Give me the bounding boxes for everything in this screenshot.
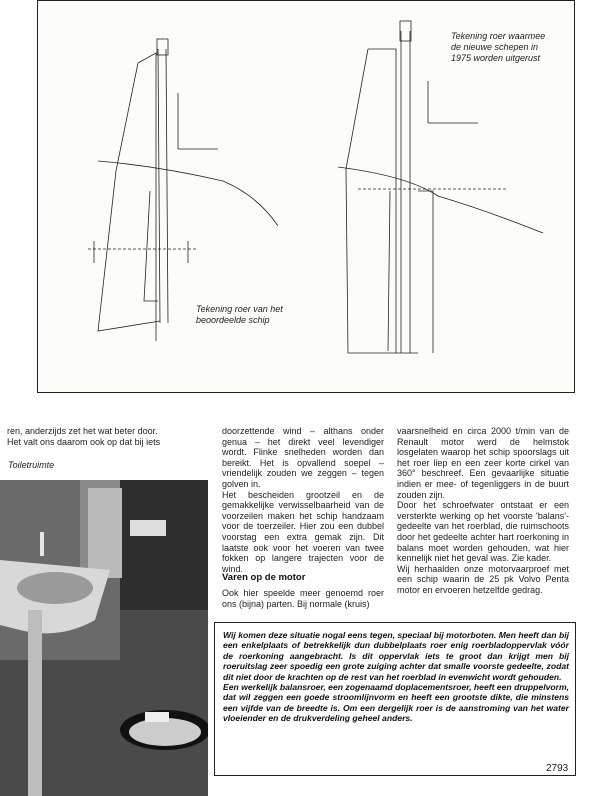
photo-label: Toiletruimte [8, 460, 55, 470]
motor-heading: Varen op de motor [222, 572, 306, 583]
toilet-photo-image [0, 480, 208, 796]
rudder-drawing [37, 0, 575, 393]
middle-column-text: doorzettende wind – althans onder genua – het direkt veel levendiger wordt. Flinke snelheden worden dan bereikt. Het is opvallend soepel – vriendelijk zouden we zeggen – tegen golven in. Het bescheiden grootzeil en de gemakkelijke verwisselbaarheid van de voorzeilen maken het schip handzaam voor de toerzeiler. Hier zou een dubbel voorstag een extra gemak zijn. Dit laatste ook voor het voeren van twee fokken op langere trajecten voor de wind. [222, 426, 384, 574]
right-column-text: vaarsnelheid en circa 2000 t/min van de Renault motor werd de helmstok losgelaten waarop het schip spoorslags uit het roer liep en een zeer korte cirkel van 360° beschreef. Een gevaarlijke situatie indien er mee- of tegenliggers in de buurt zouden zijn. Door het schroefwater ontstaat er een versterkte werking op het voorste 'balans'-gedeelte van het roerblad, die ruimschoots door het gedeelte achter hart roerkoning in balans moet worden gehouden, wat hier kennelijk niet het geval was. Zie kader. Wij herhaalden onze motorvaarproef met een schip waarin de 25 pk Volvo Penta motor en ervoeren hetzelfde gedrag. [397, 426, 569, 595]
caption-new-rudder: Tekening roer waarmee de nieuwe schepen in 1975 worden uitgerust [451, 31, 546, 63]
sidebar-box [214, 622, 576, 776]
sidebar-box-text: Wij komen deze situatie nogal eens tegen, speciaal bij motorboten. Men heeft dan bij een enkelplaats of betrekkelijk dun dubbelplaats roer enig roerbladoppervlak vóór de roerkoning aangebracht. Is dit oppervlak iets te groot dan krijgt men bij roeruitslag zeer spoedig een grote zuiging achter dat smalle voorste gedeelte, zodat dit niet door de krachten op de rest van het roerblad in evenwicht wordt gehouden. Een werkelijk balansroer, een zogenaamd doplacementsroer, heeft een druppelvorm, dat wil zeggen een goede stroomlijnvorm en heeft een grootste dikte, die minstens een vijfde van de breedte is. Om een dergelijk roer is de aanstroming van het water vloeiender en de drukverdeling geheel anders. [223, 630, 569, 724]
middle-column-text-2: Ook hier speelde meer genoemd roer ons (bijna) parten. Bij normale (kruis) [222, 588, 384, 609]
page-number: 2793 [546, 763, 569, 774]
caption-old-rudder: Tekening roer van het beoordeelde schip [196, 304, 283, 325]
toilet-photo [0, 480, 208, 796]
left-column-text: ren, anderzijds zet het wat beter door. Het valt ons daarom ook op dat bij iets [7, 426, 161, 447]
